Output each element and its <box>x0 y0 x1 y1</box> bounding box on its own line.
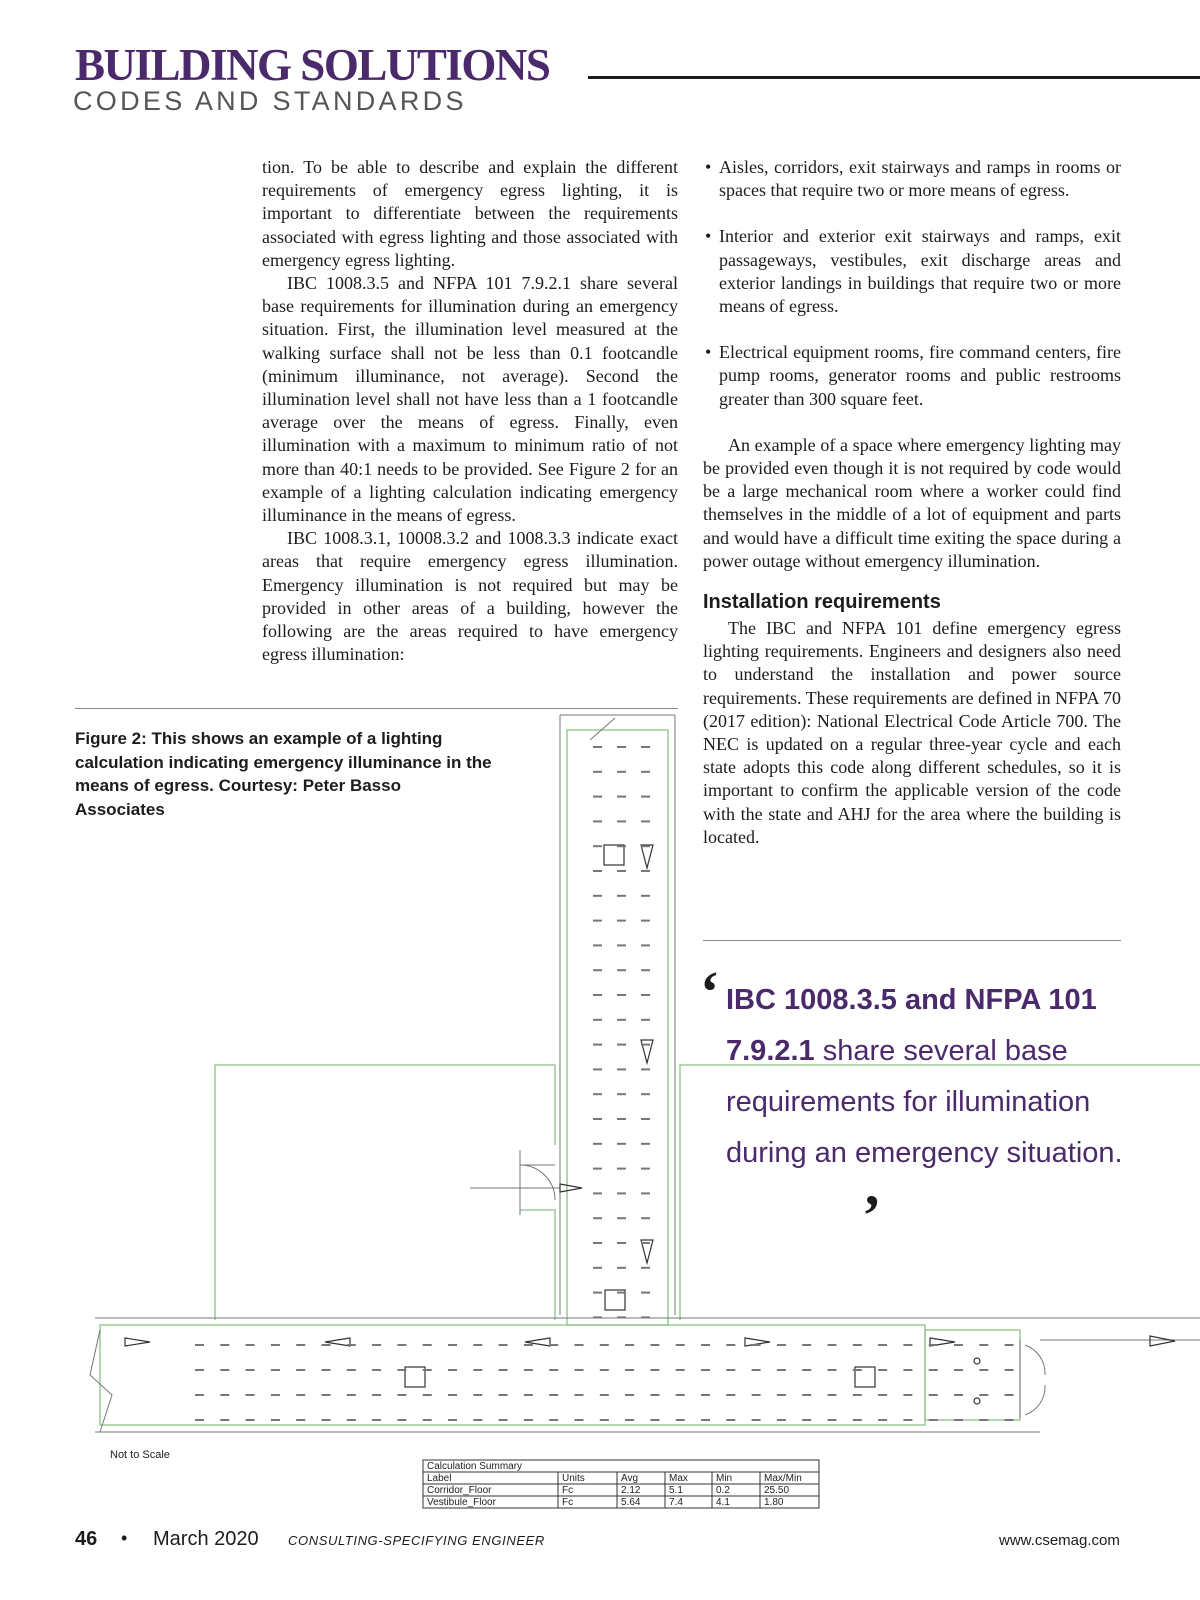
calc-point-mark <box>296 1369 305 1371</box>
calc-point-mark <box>593 920 602 922</box>
calc-point-mark <box>617 1242 626 1244</box>
calc-point-mark <box>641 771 650 773</box>
calc-point-mark <box>752 1344 761 1346</box>
calc-point-mark <box>593 796 602 798</box>
calc-point-mark <box>641 746 650 748</box>
calc-point-mark <box>617 796 626 798</box>
calc-point-mark <box>549 1419 558 1421</box>
calc-point-mark <box>524 1369 533 1371</box>
calc-point-mark <box>600 1419 609 1421</box>
calc-point-mark <box>423 1419 432 1421</box>
calc-point-mark <box>593 845 602 847</box>
emergency-light-icon <box>641 1040 653 1063</box>
calc-point-mark <box>1005 1419 1014 1421</box>
calc-point-mark <box>246 1419 255 1421</box>
corridor-wall <box>100 1325 925 1425</box>
calc-point-mark <box>524 1344 533 1346</box>
body-paragraph: IBC 1008.3.1, 10008.3.2 and 1008.3.3 indicate exact areas that require emergency egress illumination. Emergency illumination is not required but may be provided in other areas of a building, however the following are the areas required to have emergency egress illumination: <box>262 528 678 665</box>
calc-point-mark <box>954 1419 963 1421</box>
calc-point-mark <box>593 1217 602 1219</box>
calc-point-mark <box>802 1394 811 1396</box>
calc-point-mark <box>246 1369 255 1371</box>
calc-point-mark <box>593 1118 602 1120</box>
calc-point-mark <box>499 1344 508 1346</box>
detector-symbol <box>974 1358 980 1364</box>
corridor-wall <box>567 730 668 1325</box>
calc-point-mark <box>220 1369 229 1371</box>
calc-point-mark <box>929 1369 938 1371</box>
calc-point-mark <box>347 1369 356 1371</box>
calc-point-mark <box>423 1344 432 1346</box>
calc-point-mark <box>617 1068 626 1070</box>
summary-cell: 2.12 <box>621 1485 641 1496</box>
calc-point-mark <box>195 1344 204 1346</box>
bullet-item: • Electrical equipment rooms, fire command centers, fire pump rooms, generator rooms and public restrooms greater than 300 square feet. <box>703 341 1121 411</box>
plan-walls <box>100 730 1200 1425</box>
calc-point-mark <box>220 1419 229 1421</box>
calc-point-mark <box>473 1344 482 1346</box>
body-paragraph: IBC 1008.3.5 and NFPA 101 7.9.2.1 share several base requirements for illumination during an emergency situation. First, the illumination level measured at the walking surface shall not be less than 0.1 footcandle (minimum illuminance, not average). Second the illumination level shall not have less than a 1 footcandle average over the means of egress. Finally, even illumination with a maximum to minimum ratio of not more than 40:1 needs to be provided. See Figure 2 for an example of a lighting calculation indicating emergency illuminance in the means of egress. <box>262 273 678 526</box>
calc-point-mark <box>617 1316 626 1318</box>
scale-note: Not to Scale <box>110 1449 170 1461</box>
calc-point-mark <box>979 1344 988 1346</box>
calc-point-mark <box>372 1419 381 1421</box>
vestibule-door-swing <box>1025 1345 1045 1415</box>
calc-point-mark <box>650 1369 659 1371</box>
calc-point-mark <box>617 1168 626 1170</box>
calc-point-mark <box>617 1292 626 1294</box>
calc-point-mark <box>322 1394 331 1396</box>
calc-point-mark <box>641 895 650 897</box>
calc-point-mark <box>617 1192 626 1194</box>
calc-point-mark <box>878 1344 887 1346</box>
calc-point-mark <box>641 870 650 872</box>
calc-point-mark <box>617 820 626 822</box>
calc-point-mark <box>954 1344 963 1346</box>
calc-point-mark <box>979 1419 988 1421</box>
calc-point-mark <box>641 1267 650 1269</box>
calc-point-mark <box>372 1344 381 1346</box>
floor-plan-figure <box>0 700 1200 1520</box>
calc-point-mark <box>617 1143 626 1145</box>
calc-point-mark <box>701 1394 710 1396</box>
calc-point-mark <box>575 1419 584 1421</box>
calc-point-mark <box>1005 1369 1014 1371</box>
summary-cell: 4.1 <box>716 1497 730 1508</box>
calc-point-mark <box>593 1143 602 1145</box>
calc-point-mark <box>777 1369 786 1371</box>
calc-point-mark <box>593 820 602 822</box>
calc-point-mark <box>853 1419 862 1421</box>
summary-header-cell: Label <box>427 1473 452 1484</box>
calculation-summary-table <box>423 1460 819 1508</box>
body-paragraph: The IBC and NFPA 101 define emergency egress lighting requirements. Engineers and designers also need to understand the installation and power source requirements. These requirements are defined in NFPA 70 (2017 edition): National Electrical Code Article 700. The NEC is updated on a regular three-year cycle and each state adopts this code along different schedules, so it is important to confirm the applicable version of the code with the state and AHJ for the area where the building is located. <box>703 618 1121 847</box>
calc-point-mark <box>593 1292 602 1294</box>
calc-point-mark <box>322 1344 331 1346</box>
break-line <box>90 1330 112 1432</box>
calc-point-mark <box>423 1369 432 1371</box>
room-wall <box>680 1065 1200 1320</box>
calc-point-mark <box>929 1344 938 1346</box>
calc-point-mark <box>220 1394 229 1396</box>
calc-point-mark <box>271 1369 280 1371</box>
footer-separator: • <box>121 1528 128 1548</box>
calc-point-mark <box>593 1044 602 1046</box>
calc-point-mark <box>903 1419 912 1421</box>
calc-point-mark <box>271 1394 280 1396</box>
calc-point-mark <box>650 1394 659 1396</box>
summary-cell: 0.2 <box>716 1485 730 1496</box>
calc-point-mark <box>701 1369 710 1371</box>
summary-cell: Fc <box>562 1497 574 1508</box>
calc-point-mark <box>347 1394 356 1396</box>
calc-point-mark <box>853 1344 862 1346</box>
calc-point-mark <box>641 1292 650 1294</box>
calc-point-mark <box>617 1019 626 1021</box>
calc-point-mark <box>448 1369 457 1371</box>
calc-point-mark <box>593 944 602 946</box>
calc-point-mark <box>777 1419 786 1421</box>
calc-point-mark <box>397 1394 406 1396</box>
calc-point-mark <box>296 1419 305 1421</box>
calc-point-mark <box>617 1118 626 1120</box>
calc-point-mark <box>593 1242 602 1244</box>
calc-point-mark <box>625 1344 634 1346</box>
calc-point-mark <box>593 771 602 773</box>
calc-point-mark <box>1005 1344 1014 1346</box>
summary-header-cell: Max/Min <box>764 1473 802 1484</box>
calc-point-mark <box>676 1344 685 1346</box>
calc-point-mark <box>195 1369 204 1371</box>
calc-point-mark <box>372 1394 381 1396</box>
calc-point-mark <box>617 1267 626 1269</box>
calc-point-mark <box>641 1019 650 1021</box>
magazine-name: CONSULTING-SPECIFYING ENGINEER <box>288 1533 545 1548</box>
calc-point-mark <box>701 1419 710 1421</box>
fixture-symbol <box>604 845 624 865</box>
calc-point-mark <box>617 1217 626 1219</box>
calc-point-mark <box>593 1068 602 1070</box>
calc-point-mark <box>593 895 602 897</box>
calc-point-mark <box>593 1267 602 1269</box>
fixture-symbol <box>405 1367 425 1387</box>
calc-point-mark <box>617 1044 626 1046</box>
summary-header-cell: Units <box>562 1473 585 1484</box>
calc-point-mark <box>617 746 626 748</box>
calc-point-mark <box>641 920 650 922</box>
room-wall <box>215 1065 555 1320</box>
calc-point-mark <box>499 1419 508 1421</box>
bullet-item: • Aisles, corridors, exit stairways and ramps in rooms or spaces that require two or more means of egress. <box>703 156 1121 202</box>
calc-point-mark <box>641 1044 650 1046</box>
calc-point-mark <box>617 920 626 922</box>
calc-point-mark <box>524 1394 533 1396</box>
calc-point-mark <box>473 1369 482 1371</box>
calc-point-mark <box>903 1369 912 1371</box>
calc-point-mark <box>641 1192 650 1194</box>
calc-point-mark <box>828 1394 837 1396</box>
pull-quote-text: share several base requirements for illumination during an emergency situation. <box>726 1035 1123 1169</box>
calc-point-mark <box>195 1394 204 1396</box>
pull-quote-bold: IBC 1008.3.5 and NFPA 101 7.9.2.1 <box>726 984 1097 1067</box>
calc-point-mark <box>499 1369 508 1371</box>
calc-point-mark <box>726 1394 735 1396</box>
calc-point-mark <box>650 1344 659 1346</box>
calc-point-mark <box>195 1419 204 1421</box>
calc-point-mark <box>828 1419 837 1421</box>
calc-point-mark <box>600 1344 609 1346</box>
exit-arrow-icon <box>560 1184 582 1192</box>
vestibule-wall <box>925 1330 1020 1420</box>
calc-point-mark <box>322 1369 331 1371</box>
calc-point-mark <box>752 1369 761 1371</box>
calc-point-mark <box>575 1344 584 1346</box>
calc-point-mark <box>878 1369 887 1371</box>
calc-point-mark <box>752 1394 761 1396</box>
summary-table-title: Calculation Summary <box>427 1461 523 1472</box>
calc-point-mark <box>600 1369 609 1371</box>
calc-point-mark <box>271 1419 280 1421</box>
calc-point-mark <box>448 1344 457 1346</box>
calc-point-mark <box>726 1419 735 1421</box>
calc-point-mark <box>347 1344 356 1346</box>
calc-point-mark <box>593 1019 602 1021</box>
calc-point-mark <box>752 1419 761 1421</box>
calc-point-mark <box>593 1316 602 1318</box>
calc-point-mark <box>246 1394 255 1396</box>
calc-point-mark <box>802 1344 811 1346</box>
calc-point-mark <box>641 969 650 971</box>
issue-date: March 2020 <box>153 1528 259 1550</box>
calc-point-mark <box>617 1093 626 1095</box>
calc-point-mark <box>625 1369 634 1371</box>
summary-cell: 1.80 <box>764 1497 784 1508</box>
calc-point-mark <box>593 870 602 872</box>
calc-point-mark <box>397 1344 406 1346</box>
plan-fixtures <box>125 845 1175 1404</box>
calc-point-mark <box>575 1394 584 1396</box>
summary-header-cell: Max <box>669 1473 688 1484</box>
calc-point-mark <box>473 1419 482 1421</box>
summary-cell: 25.50 <box>764 1485 790 1496</box>
calc-point-mark <box>676 1394 685 1396</box>
summary-header-cell: Min <box>716 1473 733 1484</box>
calc-point-mark <box>777 1344 786 1346</box>
calc-point-mark <box>828 1369 837 1371</box>
room-wall <box>520 1210 555 1320</box>
calc-point-mark <box>701 1344 710 1346</box>
calc-point-mark <box>641 1168 650 1170</box>
close-quote-icon: ’ <box>862 1183 882 1248</box>
summary-cell: Fc <box>562 1485 574 1496</box>
calc-point-mark <box>676 1419 685 1421</box>
calc-point-mark <box>641 944 650 946</box>
calc-point-mark <box>397 1369 406 1371</box>
calc-point-mark <box>347 1419 356 1421</box>
calc-point-mark <box>954 1394 963 1396</box>
calc-point-mark <box>726 1369 735 1371</box>
calc-point-mark <box>625 1419 634 1421</box>
calc-point-mark <box>676 1369 685 1371</box>
summary-header-cell: Avg <box>621 1473 639 1484</box>
calc-point-mark <box>1005 1394 1014 1396</box>
calc-point-mark <box>246 1344 255 1346</box>
summary-cell: 5.64 <box>621 1497 641 1508</box>
calc-point-mark <box>593 1093 602 1095</box>
calc-point-mark <box>802 1419 811 1421</box>
calc-point-mark <box>499 1394 508 1396</box>
calc-point-mark <box>903 1344 912 1346</box>
door-swing <box>520 1165 555 1200</box>
section-subtitle: CODES AND STANDARDS <box>73 86 467 116</box>
calc-point-mark <box>929 1419 938 1421</box>
calc-point-mark <box>641 1242 650 1244</box>
detector-symbol <box>974 1398 980 1404</box>
calc-point-mark <box>641 1068 650 1070</box>
summary-cell: 5.1 <box>669 1485 683 1496</box>
section-heading: Installation requirements <box>703 591 941 614</box>
calc-point-mark <box>448 1419 457 1421</box>
calc-point-mark <box>802 1369 811 1371</box>
calc-point-mark <box>650 1419 659 1421</box>
calc-point-mark <box>397 1419 406 1421</box>
calc-point-mark <box>372 1369 381 1371</box>
calc-point-mark <box>617 771 626 773</box>
open-quote-icon: ‘ <box>700 959 720 1024</box>
section-title: BUILDING SOLUTIONS <box>75 40 550 90</box>
calc-point-mark <box>979 1369 988 1371</box>
calc-point-mark <box>322 1419 331 1421</box>
calc-point-mark <box>929 1394 938 1396</box>
left-column <box>262 156 678 666</box>
calc-point-mark <box>617 994 626 996</box>
calc-point-mark <box>296 1344 305 1346</box>
header-rule <box>588 76 1200 79</box>
bullet-item: • Interior and exterior exit stairways and ramps, exit passageways, vestibules, exit discharge areas and exterior landings in buildings that require two or more means of egress. <box>703 225 1121 318</box>
calc-point-mark <box>979 1394 988 1396</box>
calc-point-mark <box>549 1344 558 1346</box>
stair-arrow-line <box>590 718 615 740</box>
calc-point-mark <box>641 994 650 996</box>
calc-point-mark <box>575 1369 584 1371</box>
calc-point-mark <box>549 1394 558 1396</box>
exit-arrow-icon <box>1150 1336 1175 1346</box>
calc-point-mark <box>641 1217 650 1219</box>
calc-point-mark <box>954 1369 963 1371</box>
calc-point-mark <box>726 1344 735 1346</box>
calc-point-mark <box>448 1394 457 1396</box>
calc-point-mark <box>600 1394 609 1396</box>
calc-point-mark <box>593 1168 602 1170</box>
summary-cell: 7.4 <box>669 1497 683 1508</box>
calc-point-mark <box>617 969 626 971</box>
website-url: www.csemag.com <box>999 1532 1120 1549</box>
calc-point-mark <box>617 895 626 897</box>
calc-point-mark <box>593 746 602 748</box>
summary-cell: Corridor_Floor <box>427 1485 492 1496</box>
calc-point-mark <box>828 1344 837 1346</box>
calc-point-mark <box>271 1344 280 1346</box>
calc-point-mark <box>220 1344 229 1346</box>
summary-cell: Vestibule_Floor <box>427 1497 496 1508</box>
calc-point-mark <box>593 994 602 996</box>
calc-point-mark <box>777 1394 786 1396</box>
body-paragraph: An example of a space where emergency lighting may be provided even though it is not required by code would be a large mechanical room where a worker could find themselves in the middle of a lot of equipment and parts and would have a difficult time exiting the space during a power outage without emergency illumination. <box>703 434 1121 571</box>
calc-point-mark <box>903 1394 912 1396</box>
page-number: 46 <box>75 1528 98 1550</box>
calc-point-mark <box>593 1192 602 1194</box>
calc-point-mark <box>641 1093 650 1095</box>
calc-point-mark <box>641 820 650 822</box>
calc-point-mark <box>641 1118 650 1120</box>
calc-point-mark <box>853 1394 862 1396</box>
calc-point-mark <box>423 1394 432 1396</box>
calc-point-mark <box>549 1369 558 1371</box>
calc-point-mark <box>473 1394 482 1396</box>
exit-arrow-icon <box>125 1338 150 1346</box>
calc-point-mark <box>853 1369 862 1371</box>
calc-point-mark <box>617 944 626 946</box>
calc-point-mark <box>641 796 650 798</box>
emergency-light-icon <box>641 845 653 868</box>
figure-caption: Figure 2: This shows an example of a lighting calculation indicating emergency illuminance in the means of egress. Courtesy: Peter Basso Associates <box>75 729 492 819</box>
calc-point-mark <box>878 1394 887 1396</box>
calc-point-mark <box>617 845 626 847</box>
calc-point-mark <box>878 1419 887 1421</box>
calc-point-mark <box>641 1143 650 1145</box>
calc-point-mark <box>641 845 650 847</box>
body-paragraph: tion. To be able to describe and explain the different requirements of emergency egress lighting, it is important to differentiate between the requirements associated with egress lighting and those associated with emergency egress lighting. <box>262 157 678 270</box>
calc-point-mark <box>593 969 602 971</box>
calc-point-mark <box>641 1316 650 1318</box>
calc-point-mark <box>524 1419 533 1421</box>
calc-point-mark <box>625 1394 634 1396</box>
calc-point-mark <box>617 870 626 872</box>
calc-point-mark <box>296 1394 305 1396</box>
